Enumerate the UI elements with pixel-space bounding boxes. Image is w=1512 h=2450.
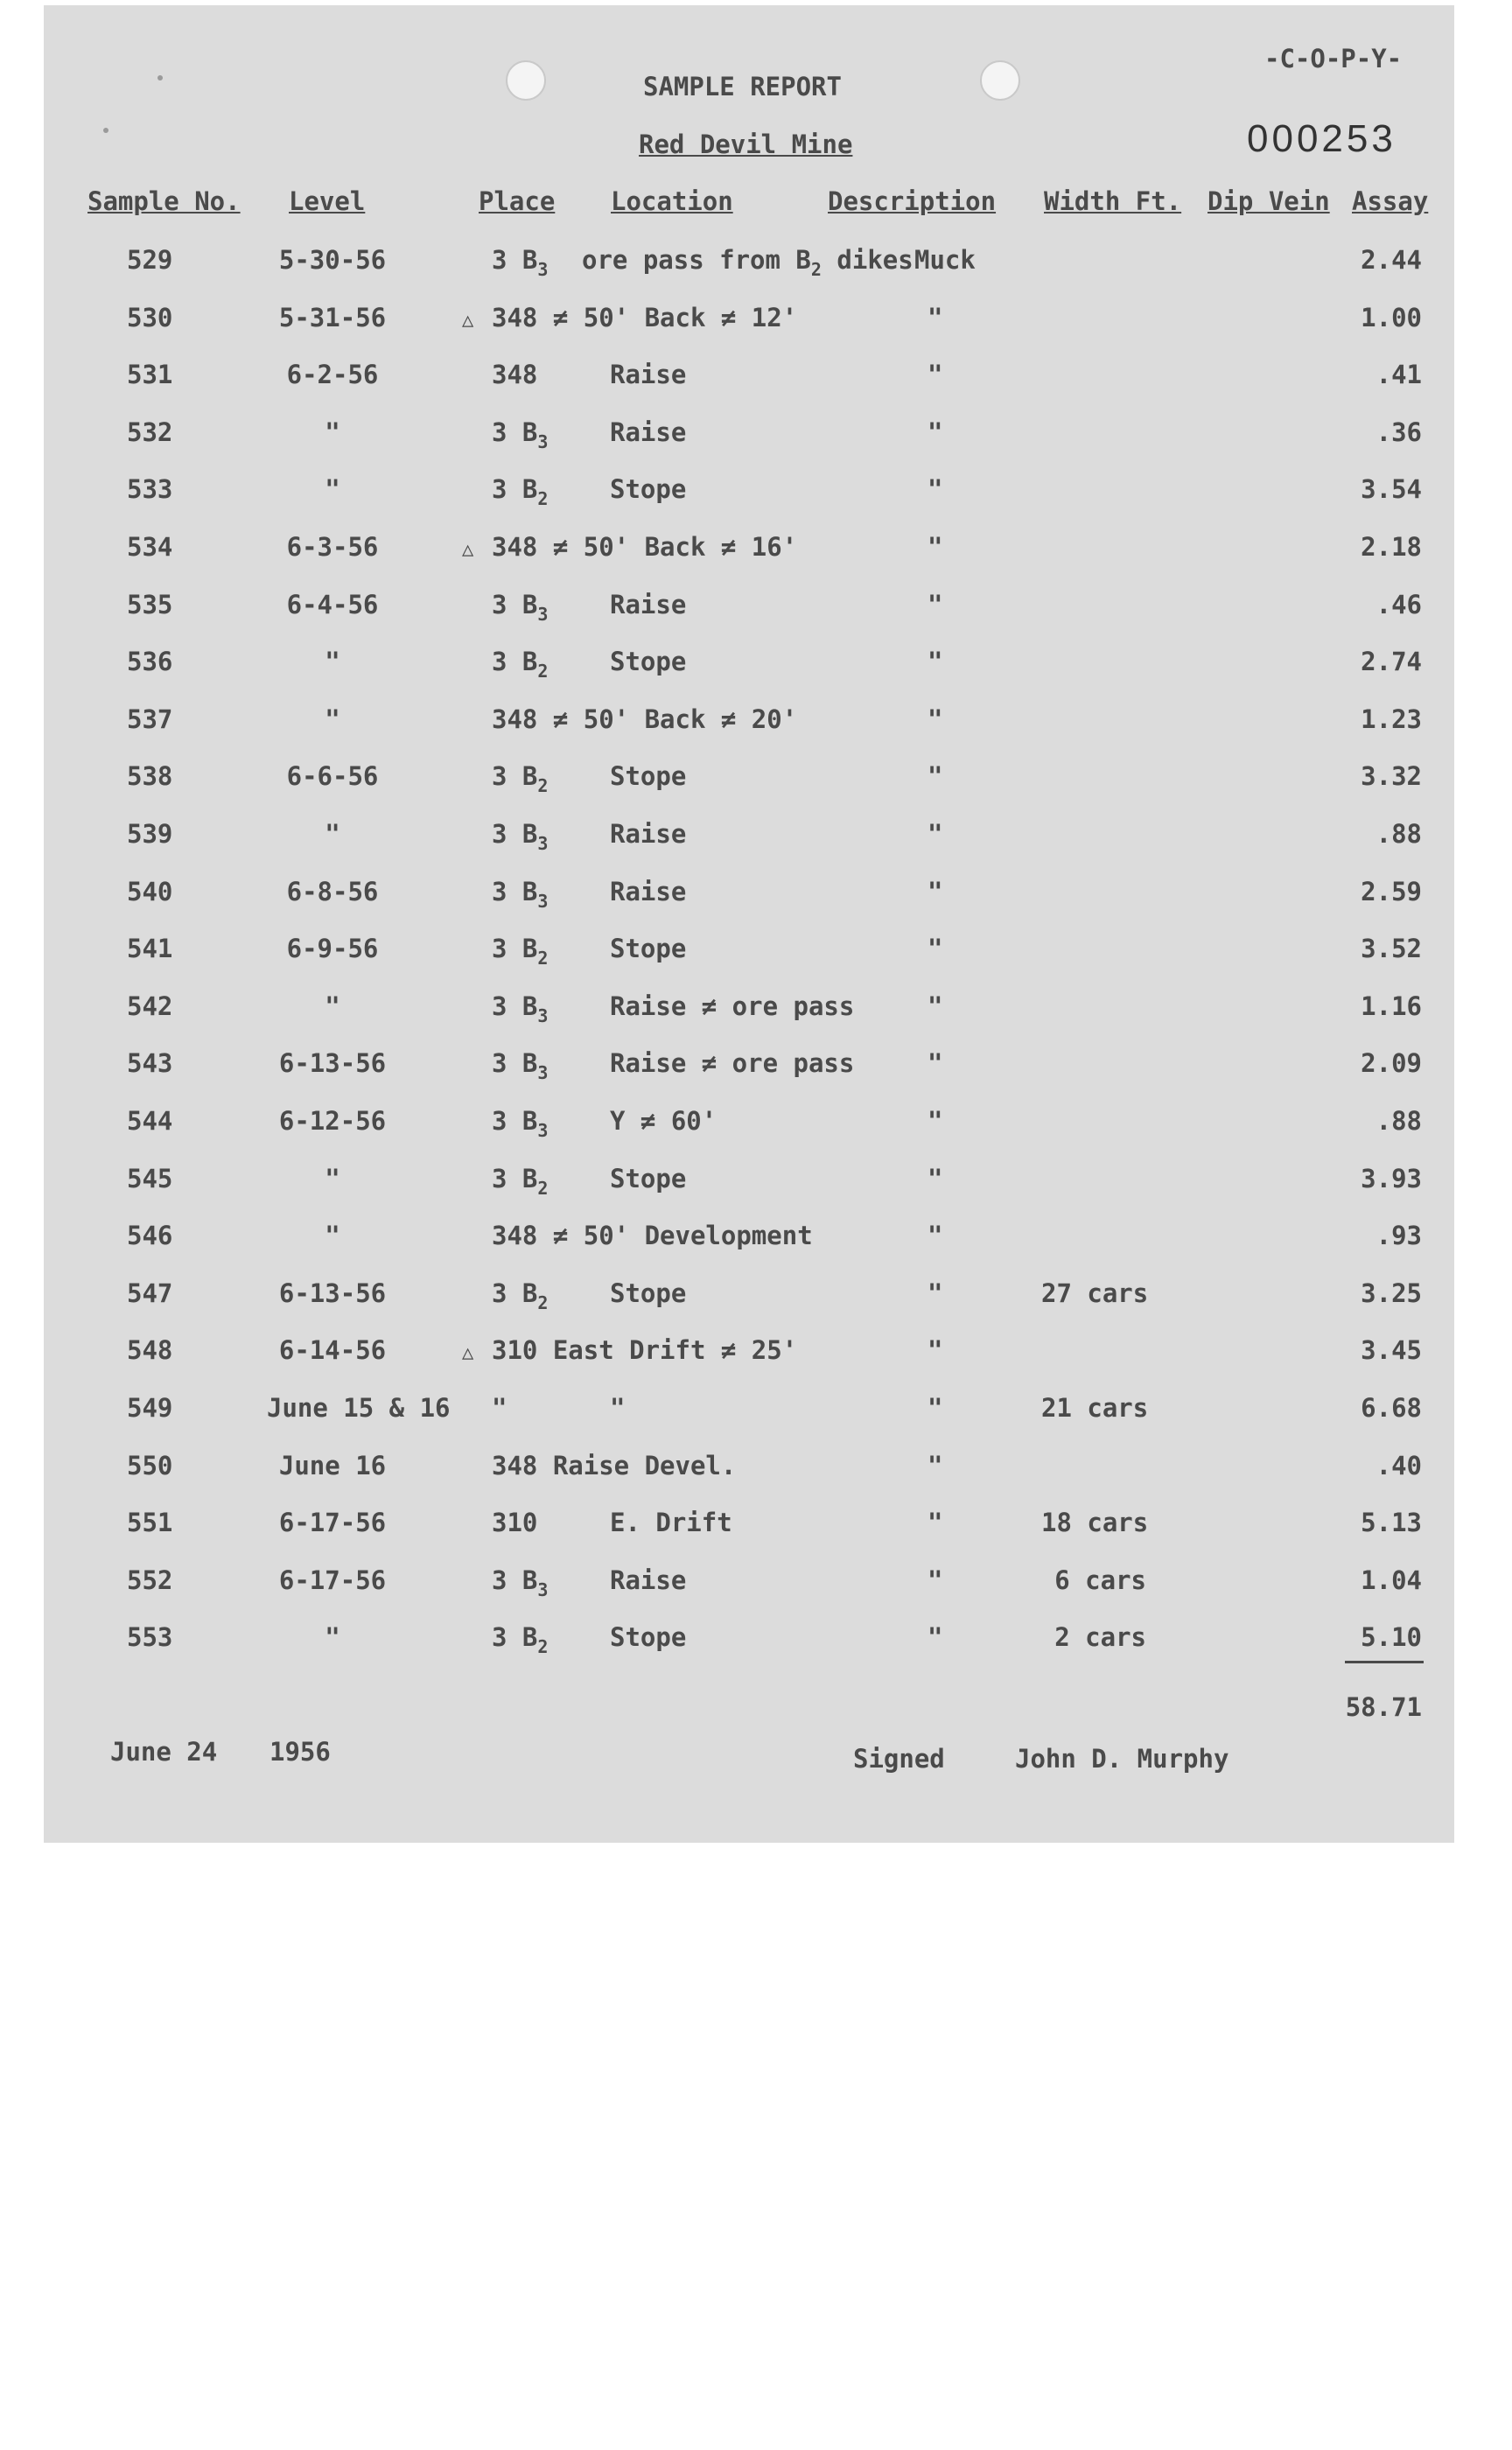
place-cell	[492, 1221, 813, 1250]
level-cell: 5-30-56	[278, 245, 387, 275]
assay-cell: 1.16	[1361, 991, 1422, 1021]
triangle-mark-icon: △	[462, 1342, 474, 1364]
level-cell: 6-14-56	[278, 1335, 387, 1365]
width-cell: 21 cars	[1041, 1393, 1149, 1423]
place-text: 348 ≠ 50' Back ≠ 20'	[492, 704, 798, 734]
document-number: 000253	[1247, 117, 1396, 160]
assay-cell: 2.09	[1361, 1048, 1422, 1078]
location-text: Raise	[610, 877, 687, 906]
location-text: Raise	[610, 590, 687, 620]
sample-no-cell: 548	[127, 1335, 173, 1365]
sample-no-cell: 532	[127, 417, 173, 447]
place-text: 3 B	[492, 417, 538, 447]
place-text: 310 East Drift ≠ 25'	[492, 1335, 798, 1365]
place-subscript: 2	[537, 488, 549, 509]
header-width: Width Ft.	[1044, 186, 1182, 216]
width-cell: 2 cars	[1054, 1622, 1146, 1652]
location-text: Y ≠ 60'	[610, 1106, 718, 1136]
place-subscript: 3	[537, 604, 549, 625]
place-text: "	[492, 1393, 508, 1423]
place-text: 348 Raise Devel.	[492, 1451, 737, 1480]
description-cell: "	[928, 1221, 943, 1250]
description-cell: "	[928, 360, 943, 389]
place-cell	[492, 647, 549, 682]
place-text: 3 B	[492, 1278, 538, 1308]
assay-cell: 3.45	[1361, 1335, 1422, 1365]
level-cell: "	[325, 704, 340, 734]
place-cell	[492, 590, 549, 625]
sample-no-cell: 552	[127, 1565, 173, 1595]
description-cell: "	[928, 532, 943, 562]
description-cell: "	[928, 1164, 943, 1194]
place-subscript: 2	[537, 948, 549, 969]
place-text: 3 B	[492, 991, 538, 1021]
sample-no-cell: 547	[127, 1278, 173, 1308]
place-subscript: 3	[537, 259, 549, 280]
location-text: Raise ≠ ore pass	[610, 1048, 855, 1078]
place-cell	[492, 991, 549, 1026]
sample-no-cell: 530	[127, 303, 173, 332]
assay-cell: 3.32	[1361, 761, 1422, 791]
assay-cell: .93	[1376, 1221, 1422, 1250]
sample-no-cell: 546	[127, 1221, 173, 1250]
triangle-mark-icon: △	[462, 539, 474, 561]
place-subscript: 2	[537, 775, 549, 796]
location-text: E. Drift	[610, 1508, 732, 1537]
assay-cell: 3.25	[1361, 1278, 1422, 1308]
location-cell	[610, 1393, 625, 1423]
description-cell: "	[928, 819, 943, 849]
place-text: 348 ≠ 50' Development	[492, 1221, 813, 1250]
place-text: 310	[492, 1508, 538, 1537]
place-cell	[492, 1622, 549, 1657]
assay-cell: 1.23	[1361, 704, 1422, 734]
location-cell	[610, 1565, 686, 1595]
place-cell	[492, 1106, 549, 1141]
location-cell	[610, 1622, 686, 1652]
place-text: 3 B	[492, 245, 538, 275]
place-text: 3 B	[492, 1106, 538, 1136]
place-cell	[492, 1393, 507, 1423]
assay-total: 58.71	[1345, 1692, 1422, 1722]
level-cell: "	[325, 647, 340, 676]
report-title: SAMPLE REPORT	[643, 72, 842, 102]
location-cell	[610, 1278, 686, 1308]
level-cell: June 16	[278, 1451, 387, 1480]
place-text: 3 B	[492, 934, 538, 963]
assay-cell: .40	[1376, 1451, 1422, 1480]
location-cell	[610, 991, 854, 1021]
location-text: Stope	[610, 934, 687, 963]
description-cell: "	[928, 1508, 943, 1537]
sample-no-cell: 533	[127, 474, 173, 504]
location-tail-text: dikes	[836, 245, 914, 275]
header-location: Location	[611, 186, 733, 216]
place-text: 3 B	[492, 474, 538, 504]
total-rule	[1345, 1661, 1424, 1663]
description-cell: "	[928, 417, 943, 447]
description-cell: "	[928, 934, 943, 963]
sample-no-cell: 531	[127, 360, 173, 389]
paper-speck	[158, 75, 163, 80]
header-assay: Assay	[1352, 186, 1429, 216]
assay-cell: 2.74	[1361, 647, 1422, 676]
place-cell	[492, 1335, 797, 1365]
level-cell: "	[325, 474, 340, 504]
description-cell: "	[928, 1393, 943, 1423]
level-cell: "	[325, 1622, 340, 1652]
place-cell	[492, 819, 549, 854]
level-cell: "	[325, 1164, 340, 1194]
sample-no-cell: 542	[127, 991, 173, 1021]
description-cell: "	[928, 647, 943, 676]
place-cell	[492, 532, 797, 562]
location-text: Stope	[610, 1622, 687, 1652]
location-cell	[610, 1508, 732, 1537]
level-cell: 6-3-56	[286, 532, 379, 562]
level-cell: "	[325, 819, 340, 849]
place-cell	[492, 1278, 549, 1313]
assay-cell: 1.00	[1361, 303, 1422, 332]
description-cell: "	[928, 877, 943, 906]
description-cell: "	[928, 1278, 943, 1308]
width-cell: 6 cars	[1054, 1565, 1146, 1595]
location-cell	[610, 474, 686, 504]
location-cell	[610, 877, 686, 906]
assay-cell: .41	[1376, 360, 1422, 389]
place-text: 3 B	[492, 1622, 538, 1652]
place-text: 348	[492, 360, 538, 389]
level-cell: 6-6-56	[286, 761, 379, 791]
place-text: 3 B	[492, 877, 538, 906]
copy-mark: -C-O-P-Y-	[1264, 44, 1403, 74]
location-cell	[610, 647, 686, 676]
triangle-mark-icon: △	[462, 310, 474, 332]
level-cell: 6-13-56	[278, 1048, 387, 1078]
location-cell	[610, 934, 686, 963]
place-subscript: 3	[537, 1579, 549, 1600]
place-text: 3 B	[492, 647, 538, 676]
header-dip-vein: Dip Vein	[1208, 186, 1330, 216]
sample-no-cell: 529	[127, 245, 173, 275]
sample-no-cell: 535	[127, 590, 173, 620]
level-cell: "	[325, 991, 340, 1021]
place-cell	[492, 1048, 549, 1083]
width-cell: 18 cars	[1041, 1508, 1149, 1537]
punch-hole-left	[506, 60, 546, 101]
place-cell	[492, 934, 549, 969]
level-cell: 6-8-56	[286, 877, 379, 906]
place-text: 3 B	[492, 1565, 538, 1595]
header-sample-no: Sample No.	[88, 186, 241, 216]
level-cell: June 15 & 16	[267, 1393, 451, 1423]
location-cell	[610, 360, 686, 389]
level-cell: "	[325, 417, 340, 447]
sample-no-cell: 540	[127, 877, 173, 906]
sample-no-cell: 544	[127, 1106, 173, 1136]
place-cell	[492, 877, 549, 912]
description-cell: "	[928, 590, 943, 620]
assay-cell: 2.18	[1361, 532, 1422, 562]
place-text: 3 B	[492, 590, 538, 620]
level-cell: 5-31-56	[278, 303, 387, 332]
location-text: Raise	[610, 1565, 687, 1595]
width-cell: 27 cars	[1041, 1278, 1149, 1308]
description-cell: "	[928, 1335, 943, 1365]
place-cell	[492, 704, 797, 734]
description-cell: "	[928, 303, 943, 332]
paper-speck	[103, 128, 108, 133]
place-cell	[492, 1508, 537, 1537]
location-cell	[610, 1106, 717, 1136]
level-cell: "	[325, 1221, 340, 1250]
location-cell	[610, 761, 686, 791]
location-text: Stope	[610, 1164, 687, 1194]
description-cell: "	[928, 1622, 943, 1652]
place-cell	[492, 1451, 736, 1480]
place-text: 3 B	[492, 1164, 538, 1194]
level-cell: 6-17-56	[278, 1508, 387, 1537]
assay-cell: .36	[1376, 417, 1422, 447]
header-place: Place	[479, 186, 556, 216]
location-text: Raise	[610, 819, 687, 849]
place-cell	[492, 360, 537, 389]
description-cell: "	[928, 474, 943, 504]
place-subscript: 2	[537, 1636, 549, 1657]
place-subscript: 3	[537, 431, 549, 452]
sample-no-cell: 541	[127, 934, 173, 963]
punch-hole-right	[980, 60, 1020, 101]
level-cell: 6-4-56	[286, 590, 379, 620]
place-subscript: 3	[537, 1005, 549, 1026]
place-cell	[492, 417, 549, 452]
location-cell	[610, 1048, 854, 1078]
location-text: Stope	[610, 474, 687, 504]
assay-cell: .88	[1376, 819, 1422, 849]
assay-cell: 1.04	[1361, 1565, 1422, 1595]
location-text: Stope	[610, 647, 687, 676]
sample-no-cell: 543	[127, 1048, 173, 1078]
mine-name: Red Devil Mine	[639, 130, 853, 159]
header-description: Description	[828, 186, 997, 216]
location-text: Raise	[610, 417, 687, 447]
sample-no-cell: 539	[127, 819, 173, 849]
sample-no-cell: 551	[127, 1508, 173, 1537]
location-cell	[582, 245, 914, 280]
footer-date-month: June 24	[110, 1737, 218, 1767]
sample-no-cell: 536	[127, 647, 173, 676]
place-subscript: 3	[537, 891, 549, 912]
sample-no-cell: 534	[127, 532, 173, 562]
report-sheet	[44, 5, 1454, 1843]
place-text: 3 B	[492, 761, 538, 791]
place-subscript: 2	[537, 661, 549, 682]
assay-cell: 2.59	[1361, 877, 1422, 906]
footer-date-year: 1956	[270, 1737, 331, 1767]
description-cell: "	[928, 704, 943, 734]
description-cell: "	[928, 761, 943, 791]
location-cell	[610, 590, 686, 620]
assay-cell: 5.10	[1361, 1622, 1422, 1652]
location-text: Raise	[610, 360, 687, 389]
location-cell	[610, 819, 686, 849]
place-cell	[492, 303, 797, 332]
place-text: 3 B	[492, 819, 538, 849]
location-text: Raise ≠ ore pass	[610, 991, 855, 1021]
sample-no-cell: 549	[127, 1393, 173, 1423]
assay-cell: 3.52	[1361, 934, 1422, 963]
description-cell: Muck	[914, 245, 976, 275]
place-cell	[492, 1565, 549, 1600]
signer-name: John D. Murphy	[1015, 1744, 1229, 1774]
location-text: ore pass from B	[582, 245, 811, 275]
level-cell: 6-9-56	[286, 934, 379, 963]
description-cell: "	[928, 991, 943, 1021]
level-cell: 6-13-56	[278, 1278, 387, 1308]
level-cell: 6-17-56	[278, 1565, 387, 1595]
place-subscript: 3	[537, 1062, 549, 1083]
location-subscript: 2	[810, 259, 822, 280]
place-text: 348 ≠ 50' Back ≠ 12'	[492, 303, 798, 332]
signed-label: Signed	[853, 1744, 945, 1774]
place-subscript: 3	[537, 1120, 549, 1141]
header-level: Level	[289, 186, 366, 216]
place-subscript: 2	[537, 1178, 549, 1199]
location-text: "	[610, 1393, 626, 1423]
location-text: Stope	[610, 761, 687, 791]
assay-cell: 3.54	[1361, 474, 1422, 504]
assay-cell: 2.44	[1361, 245, 1422, 275]
sample-no-cell: 538	[127, 761, 173, 791]
assay-cell: 3.93	[1361, 1164, 1422, 1194]
sample-no-cell: 537	[127, 704, 173, 734]
sample-no-cell: 553	[127, 1622, 173, 1652]
place-cell	[492, 1164, 549, 1199]
sample-no-cell: 545	[127, 1164, 173, 1194]
location-cell	[610, 417, 686, 447]
place-subscript: 3	[537, 833, 549, 854]
place-text: 348 ≠ 50' Back ≠ 16'	[492, 532, 798, 562]
assay-cell: .46	[1376, 590, 1422, 620]
assay-cell: .88	[1376, 1106, 1422, 1136]
location-text: Stope	[610, 1278, 687, 1308]
description-cell: "	[928, 1048, 943, 1078]
description-cell: "	[928, 1565, 943, 1595]
place-cell	[492, 474, 549, 509]
place-subscript: 2	[537, 1292, 549, 1313]
level-cell: 6-2-56	[286, 360, 379, 389]
assay-cell: 6.68	[1361, 1393, 1422, 1423]
description-cell: "	[928, 1106, 943, 1136]
place-cell	[492, 245, 549, 280]
level-cell: 6-12-56	[278, 1106, 387, 1136]
place-cell	[492, 761, 549, 796]
assay-cell: 5.13	[1361, 1508, 1422, 1537]
sample-no-cell: 550	[127, 1451, 173, 1480]
place-text: 3 B	[492, 1048, 538, 1078]
description-cell: "	[928, 1451, 943, 1480]
location-cell	[610, 1164, 686, 1194]
